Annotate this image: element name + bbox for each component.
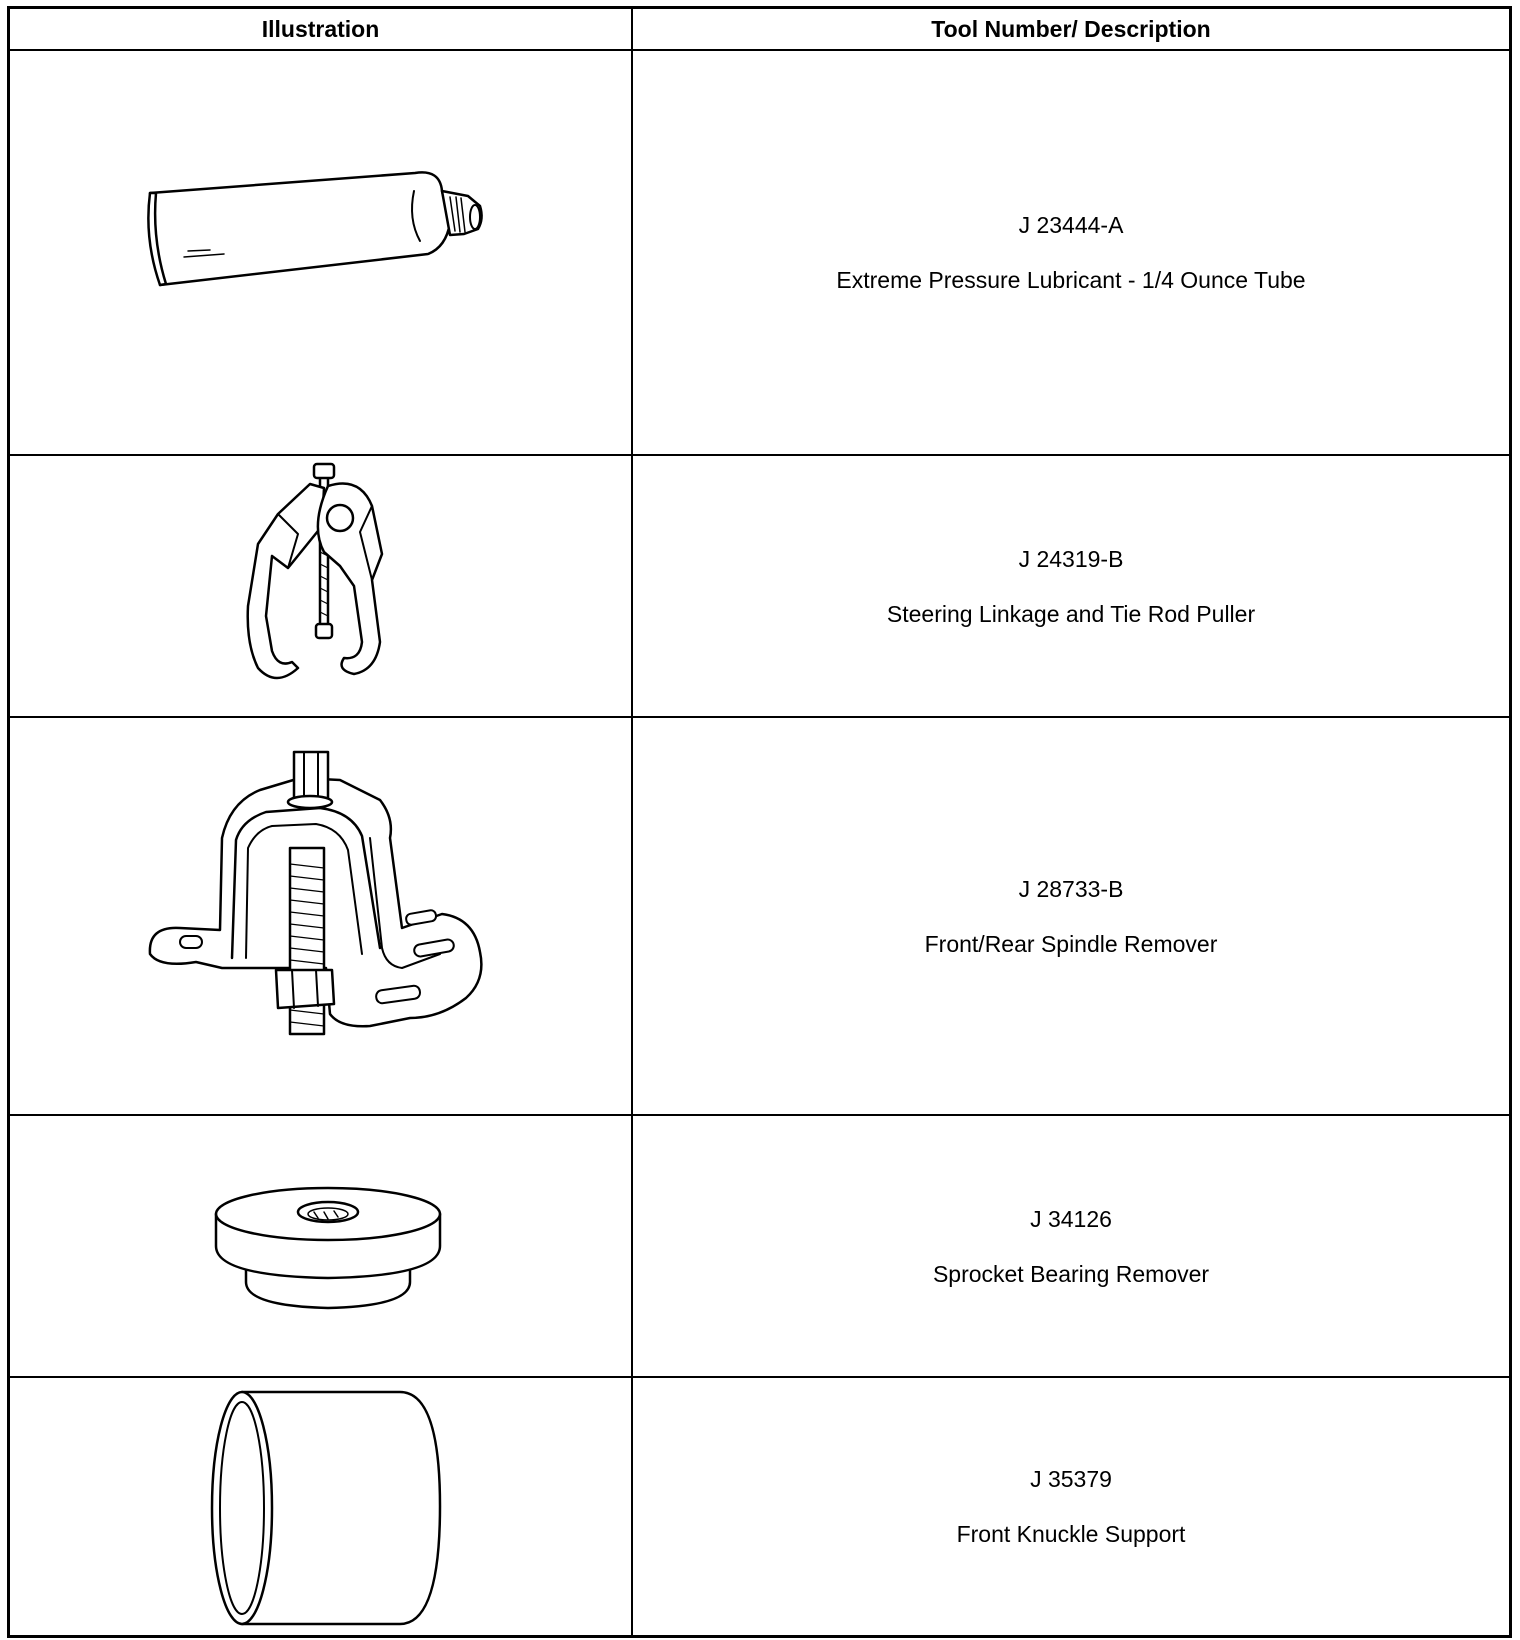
illustration-cell: [10, 51, 633, 454]
tool-description: Front Knuckle Support: [956, 1521, 1186, 1547]
tool-description: Steering Linkage and Tie Rod Puller: [886, 600, 1256, 627]
illustration-cell: [10, 1378, 633, 1635]
tool-description: Front/Rear Spindle Remover: [924, 930, 1218, 957]
table-header-row: [10, 9, 1509, 51]
tool-number: J 24319-B: [1018, 545, 1124, 572]
description-cell: [633, 1378, 1509, 1635]
description-cell: [633, 1116, 1509, 1376]
tool-number: J 35379: [1030, 1466, 1112, 1492]
description-cell: [633, 51, 1509, 454]
tool-description: Extreme Pressure Lubricant - 1/4 Ounce Tube: [836, 267, 1306, 293]
tie-rod-puller-illustration: [10, 456, 631, 716]
table-row: [10, 51, 1509, 456]
description-cell: [633, 718, 1509, 1114]
lubricant-tube-illustration: [10, 51, 631, 454]
illustration-cell: [10, 1116, 633, 1376]
tool-number: J 28733-B: [1018, 875, 1124, 902]
illustration-cell: [10, 718, 633, 1114]
illustration-cell: [10, 456, 633, 716]
knuckle-support-illustration: [10, 1378, 631, 1633]
table-row: [10, 456, 1509, 718]
table-row: [10, 1116, 1509, 1378]
tool-description: Sprocket Bearing Remover: [932, 1260, 1210, 1287]
table-row: [10, 1378, 1509, 1635]
sprocket-bearing-remover-illustration: [10, 1116, 631, 1376]
header-illustration: Illustration: [10, 9, 633, 49]
tool-table: [7, 6, 1512, 1638]
tool-number: J 23444-A: [1018, 212, 1124, 238]
tool-number: J 34126: [1030, 1205, 1112, 1232]
spindle-remover-illustration: [10, 718, 631, 1114]
table-row: [10, 718, 1509, 1116]
header-tool-description: Tool Number/ Description: [931, 15, 1211, 42]
description-cell: [633, 456, 1509, 716]
